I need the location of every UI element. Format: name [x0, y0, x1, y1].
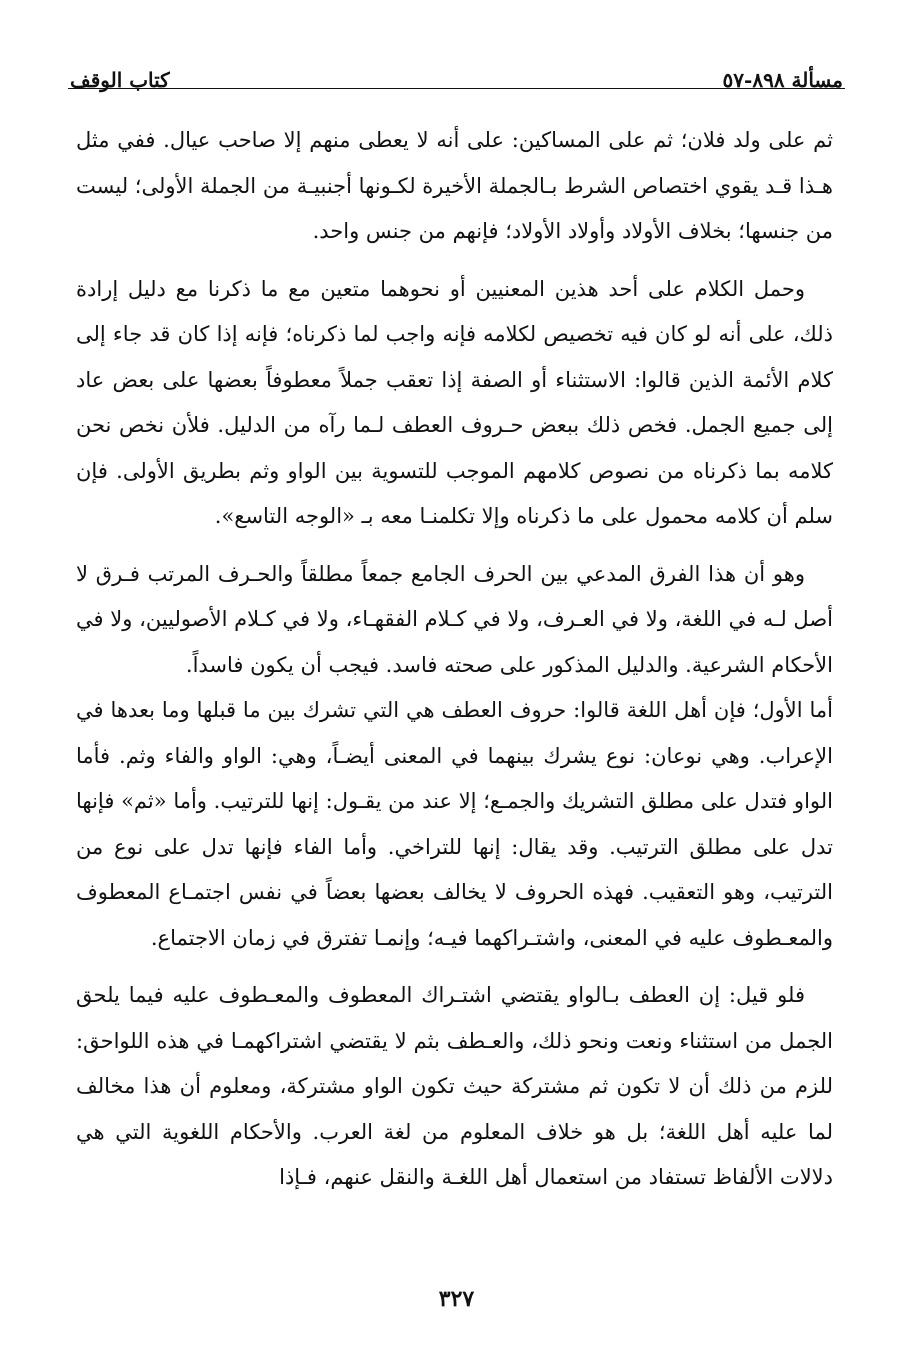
- page-body: [76, 118, 833, 1201]
- header-book-title: كتاب الوقف: [70, 68, 170, 92]
- running-header: [70, 52, 843, 92]
- page-number: ٣٢٧: [438, 1286, 475, 1312]
- paragraph-1: ثم على ولد فلان؛ ثم على المساكين: على أنه لا يعطى منهم إلا صاحب عيال. ففي مثل هـذا قـد يقوي اختصاص الشرط بـالجملة الأخيرة لكـونها أجنبيـة من الجملة الأولى؛ ليست من جنسها؛ بخلاف الأولاد وأولاد الأولاد؛ فإنهم من جنس واحد.: [76, 128, 833, 243]
- paragraph-4: أما الأول؛ فإن أهل اللغة قالوا: حروف العطف هي التي تشرك بين ما قبلها وما بعدها في الإعراب. وهي نوعان: نوع يشرك بينهما في المعنى أيضـاً، وهي: الواو والفاء وثم. فأما الواو فتدل على مطلق التشريك والجمـع؛ إلا عند من يقـول: إنها للترتيب. وأما «ثم» فإنها تدل على مطلق الترتيب. وقد يقال: إنها للتراخي. وأما الفاء فإنها تدل على نوع من الترتيب، وهو التعقيب. فهذه الحروف لا يخالف بعضها بعضاً في نفس اجتمـاع المعطوف والمعـطوف عليه في المعنى، واشتـراكهما فيـه؛ وإنمـا تفترق في زمان الاجتماع.: [76, 698, 833, 950]
- paragraph-2: وحمل الكلام على أحد هذين المعنيين أو نحوهما متعين مع ما ذكرنا مع دليل إرادة ذلك، على أنه لو كان فيه تخصيص لكلامه فإنه واجب لما ذكرناه؛ فإنه إذا كان قد جاء إلى كلام الأئمة الذين قالوا: الاستثناء أو الصفة إذا تعقب جملاً معطوفاً بعضها على بعض عاد إلى جميع الجمل. فخص ذلك ببعض حـروف العطف لـما رآه من الدليل. فلأن نخص نحن كلامه بما ذكرناه من نصوص كلامهم الموجب للتسوية بين الواو وثم بطريق الأولى. فإن سلم أن كلامه محمول على ما ذكرناه وإلا تكلمنـا معه بـ «الوجه التاسع».: [76, 276, 833, 528]
- paragraph-3: وهو أن هذا الفرق المدعي بين الحرف الجامع جمعاً مطلقاً والحـرف المرتب فـرق لا أصل لـه في اللغة، ولا في العـرف، ولا في كـلام الفقهـاء، ولا في كـلام الأصوليين، ولا في الأحكام الشرعية. والدليل المذكور على صحته فاسد. فيجب أن يكون فاسداً.: [76, 561, 833, 677]
- header-divider: [68, 88, 845, 89]
- paragraph-5: فلو قيل: إن العطف بـالواو يقتضي اشتـراك المعطوف والمعـطوف عليه فيما يلحق الجمل من استثناء ونعت ونحو ذلك، والعـطف بثم لا يقتضي اشتراكهمـا في هذه اللواحق: للزم من ذلك أن لا تكون ثم مشتركة حيث تكون الواو مشتركة، ومعلوم أن هذا مخالف لما عليه أهل اللغة؛ بل هو خلاف المعلوم من لغة العرب. والأحكام اللغوية التي هي دلالات الألفاظ تستفاد من استعمال أهل اللغـة والنقل عنهم، فـإذا: [76, 983, 833, 1189]
- header-chapter-number: مسألة ٨٩٨-٥٧: [722, 68, 843, 92]
